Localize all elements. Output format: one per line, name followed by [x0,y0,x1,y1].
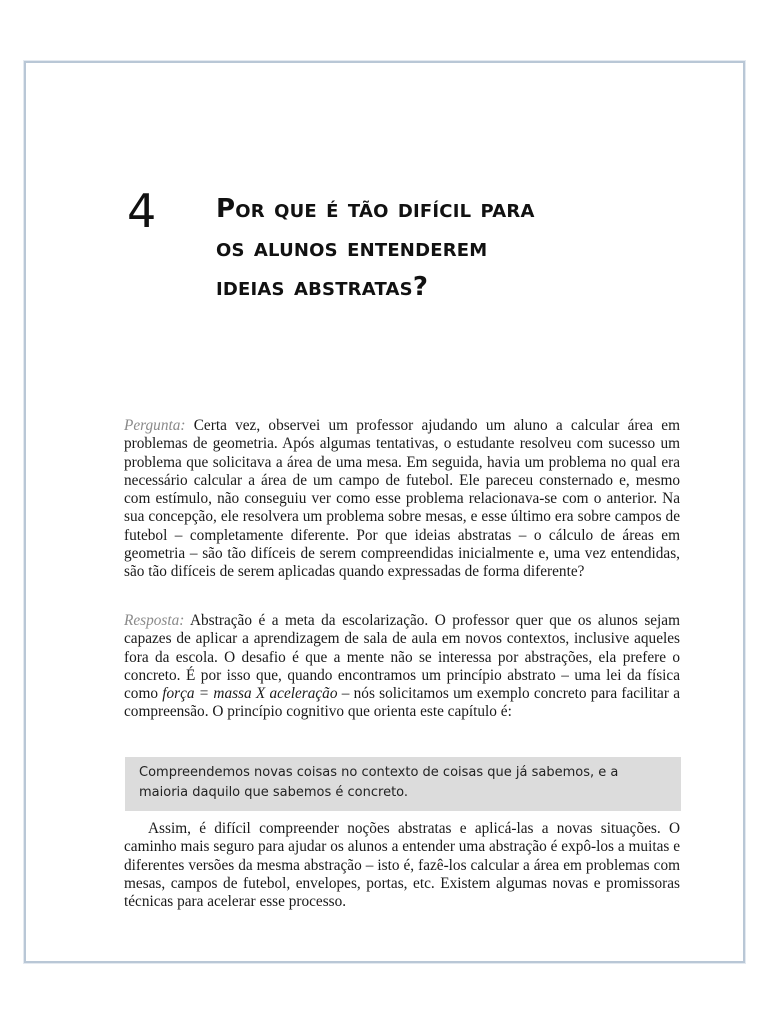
question-text: Certa vez, observei um professor ajudando um aluno a calcular área em problemas de geometria. Após algumas tentativas, o estudante resolveu com sucesso um problema que solicitava a área de uma mesa. Em seguida, havia um problema no qual era necessário calcular a área de um campo de futebol. Ele pareceu consternado e, mesmo com estímulo, não conseguiu ver como esse problema relacionava-se com o anterior. Na sua concepção, ele resolvera um problema sobre mesas, e esse último era sobre campos de futebol – completamente diferente. Por que ideias abstratas – o cálculo de áreas em geometria – são tão difíceis de serem compreendidas inicialmente e, uma vez entendidas, são tão difíceis de serem aplicadas quando expressadas de forma diferente? [124,417,680,581]
chapter-title-line-1: Por que é tão difícil para [216,194,535,224]
principle-text: Compreendemos novas coisas no contexto de coisas que já sabemos, e a maioria daquilo que sabemos é concreto. [139,765,619,800]
chapter-title [216,190,696,307]
book-page [24,61,745,963]
chapter-title-line-2: os alunos entenderem [216,233,488,263]
answer-paragraph [124,612,680,722]
question-paragraph [124,417,680,582]
question-label: Pergunta: [124,417,186,434]
chapter-title-line-3: ideias abstratas? [216,272,429,302]
chapter-number: 4 [127,184,157,238]
answer-text-after: – nós solicitamos um exemplo concreto para facilitar a compreensão. O princípio cognitivo que orienta este capítulo é: [124,685,680,721]
answer-text-before: Abstração é a meta da escolarização. O professor quer que os alunos sejam capazes de aplicar a aprendizagem de sala de aula em novos contextos, inclusive aqueles fora da escola. O desafio é que a mente não se interessa por abstrações, ela prefere o concreto. É por isso que, quando encontramos um princípio abstrato – uma lei da física como [124,612,680,703]
answer-label: Resposta: [124,612,185,629]
principle-callout [125,757,681,811]
body-paragraph: Assim, é difícil compreender noções abstratas e aplicá-las a novas situações. O caminho mais seguro para ajudar os alunos a entender uma abstração é expô-los a muitas e diferentes versões da mesma abstração – isto é, fazê-los calcular a área em problemas com mesas, campos de futebol, envelopes, portas, etc. Existem algumas novas e promissoras técnicas para acelerar esse processo. [124,820,680,911]
answer-formula: força = massa X aceleração [162,685,338,703]
